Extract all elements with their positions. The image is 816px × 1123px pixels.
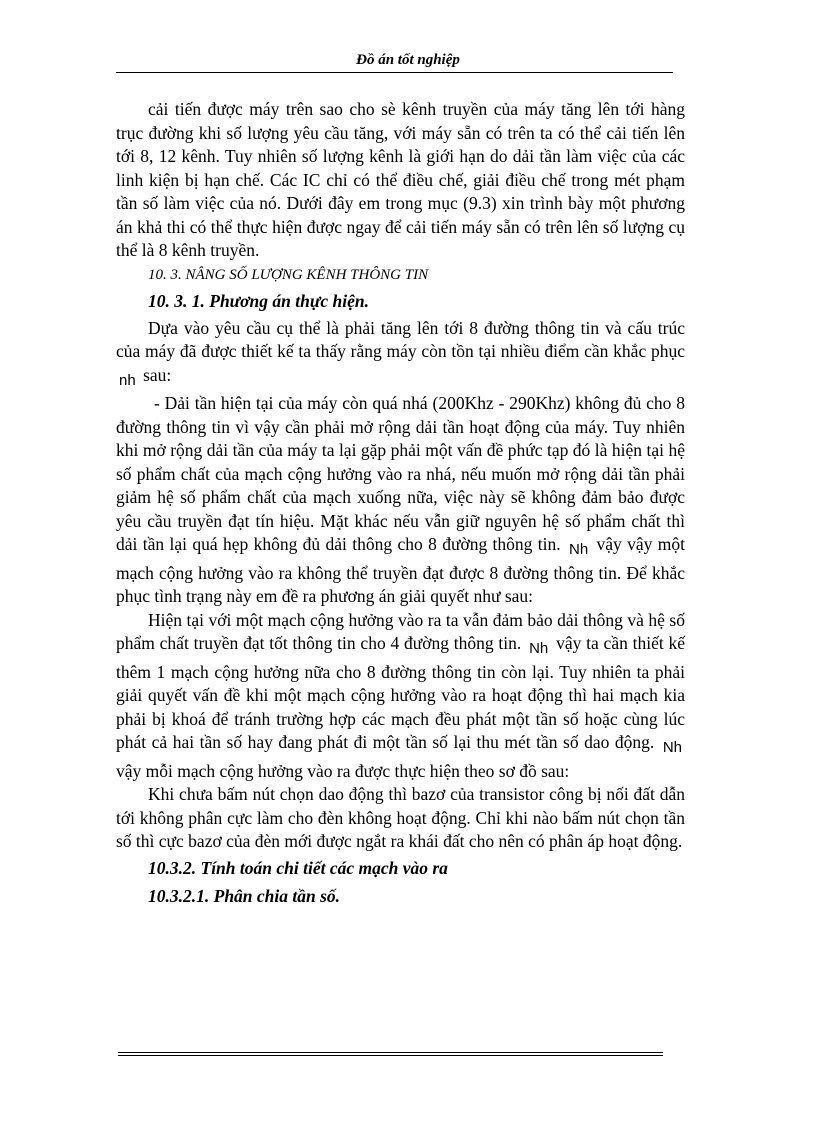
section-heading: 10. 3. NÂNG SỐ LƯỢNG KÊNH THÔNG TIN	[148, 266, 429, 283]
paragraph-3-text-a: Hiện tại với một mạch cộng hưởng vào ra ta vẫn đảm bảo dải thông và hệ số phẩm chất truyền đạt tốt thông tin cho 4 đường thông tin.	[116, 609, 685, 653]
paragraph-3-nh-1: Nh	[529, 640, 549, 657]
paragraph-2-text-b: vậy vậy một mạch cộng hưởng vào ra không thể truyền đạt được 8 đường thông tin. Để khắc phục tình trạng này em đề ra phương án giải quyết như sau:	[116, 534, 686, 606]
intro-paragraph: cải tiến được máy trên sao cho sè kênh truyền của máy tăng lên tới hàng trục đường khi số lượng yêu cầu tăng, với máy sẵn có trên ta có thể cải tiến lên tới 8, 12 kênh. Tuy nhiên số lượng kênh là giới hạn do dải tần làm việc của các linh kiện bị hạn chế. Các IC chỉ có thể điều chế, giải điều chế trong mét phạm tần số làm việc của nó. Dưới đây em trong mục (9.3) xin trình bày một phương án khả thi có thể thực hiện được ngay để cải tiến máy sẵn có trên lên số lượng cụ thể là 8 kênh truyền.	[116, 99, 685, 260]
paragraph-3-text-b: vậy ta cần thiết kế thêm 1 mạch cộng hưởng nữa cho 8 đường thông tin còn lại. Tuy nhiên ta phải giải quyết vấn đề khi một mạch cộng hưởng vào ra hoạt động thì hai mạch kia phải bị khoá để tránh trường hợp các mạch đều phát một tần số hoặc cùng lúc phát cả hai tần số hay đang phát đi một tần số lại thu mét tần số dao động.	[116, 633, 686, 752]
footer-divider-top	[118, 1052, 663, 1053]
paragraph-2-nh: Nh	[568, 541, 589, 558]
paragraph-3-nh-2: Nh	[662, 739, 682, 756]
heading-freq: 10.3.2.1. Phân chia tần số.	[148, 886, 341, 906]
paragraph-1-nh: nh	[119, 371, 136, 389]
paragraph-1-text-b: sau:	[143, 364, 172, 385]
paragraph-4: Khi chưa bấm nút chọn dao động thì bazơ của transistor công bị nối đất dẫn tới không phân cực làm cho đèn không hoạt động. Chỉ khi nào bấm nút chọn tần số thì cực bazơ của đèn mới được ngắt ra khái đất cho nên có phân áp hoạt động.	[116, 784, 685, 851]
paragraph-2	[116, 392, 685, 609]
paragraph-3-text-c: vậy mỗi mạch cộng hưởng vào ra được thực hiện theo sơ đồ sau:	[116, 760, 570, 781]
paragraph-1	[116, 317, 685, 393]
paragraph-1-text-a: Dựa vào yêu cầu cụ thể là phải tăng lên tới 8 đường thông tin và cấu trúc của máy đã được thiết kế ta thấy rằng máy còn tồn tại nhiều điểm cần khắc phục	[116, 317, 685, 361]
subsection-heading: 10. 3. 1. Phương án thực hiện.	[148, 291, 369, 311]
page-header-title: Đồ án tốt nghiệp	[356, 52, 460, 68]
footer-divider-bottom	[118, 1055, 663, 1056]
paragraph-2-text-a: - Dải tần hiện tại của máy còn quá nhá (200Khz - 290Khz) không đủ cho 8 đường thông tin vì vậy cần phải mở rộng dải tần hoạt động của máy. Tuy nhiên khi mở rộng dải tần của máy ta lại gặp phải một vấn đề phức tạp đó là hiện tại hệ số phẩm chất của mạch cộng hưởng vào ra nhá, nếu muốn mở rộng dải tần phải giảm hệ số phẩm chất của mạch xuống nữa, việc này sẽ không đảm bảo được yêu cầu truyền đạt tín hiệu. Mặt khác nếu vẫn giữ nguyên hệ số phẩm chất thì dải tần lại quá hẹp không đủ dải thông cho 8 đường thông tin.	[116, 393, 685, 554]
paragraph-3	[116, 609, 685, 784]
header-divider	[116, 72, 673, 73]
document-body	[116, 98, 685, 914]
heading-calc: 10.3.2. Tính toán chi tiết các mạch vào ra	[148, 857, 448, 878]
